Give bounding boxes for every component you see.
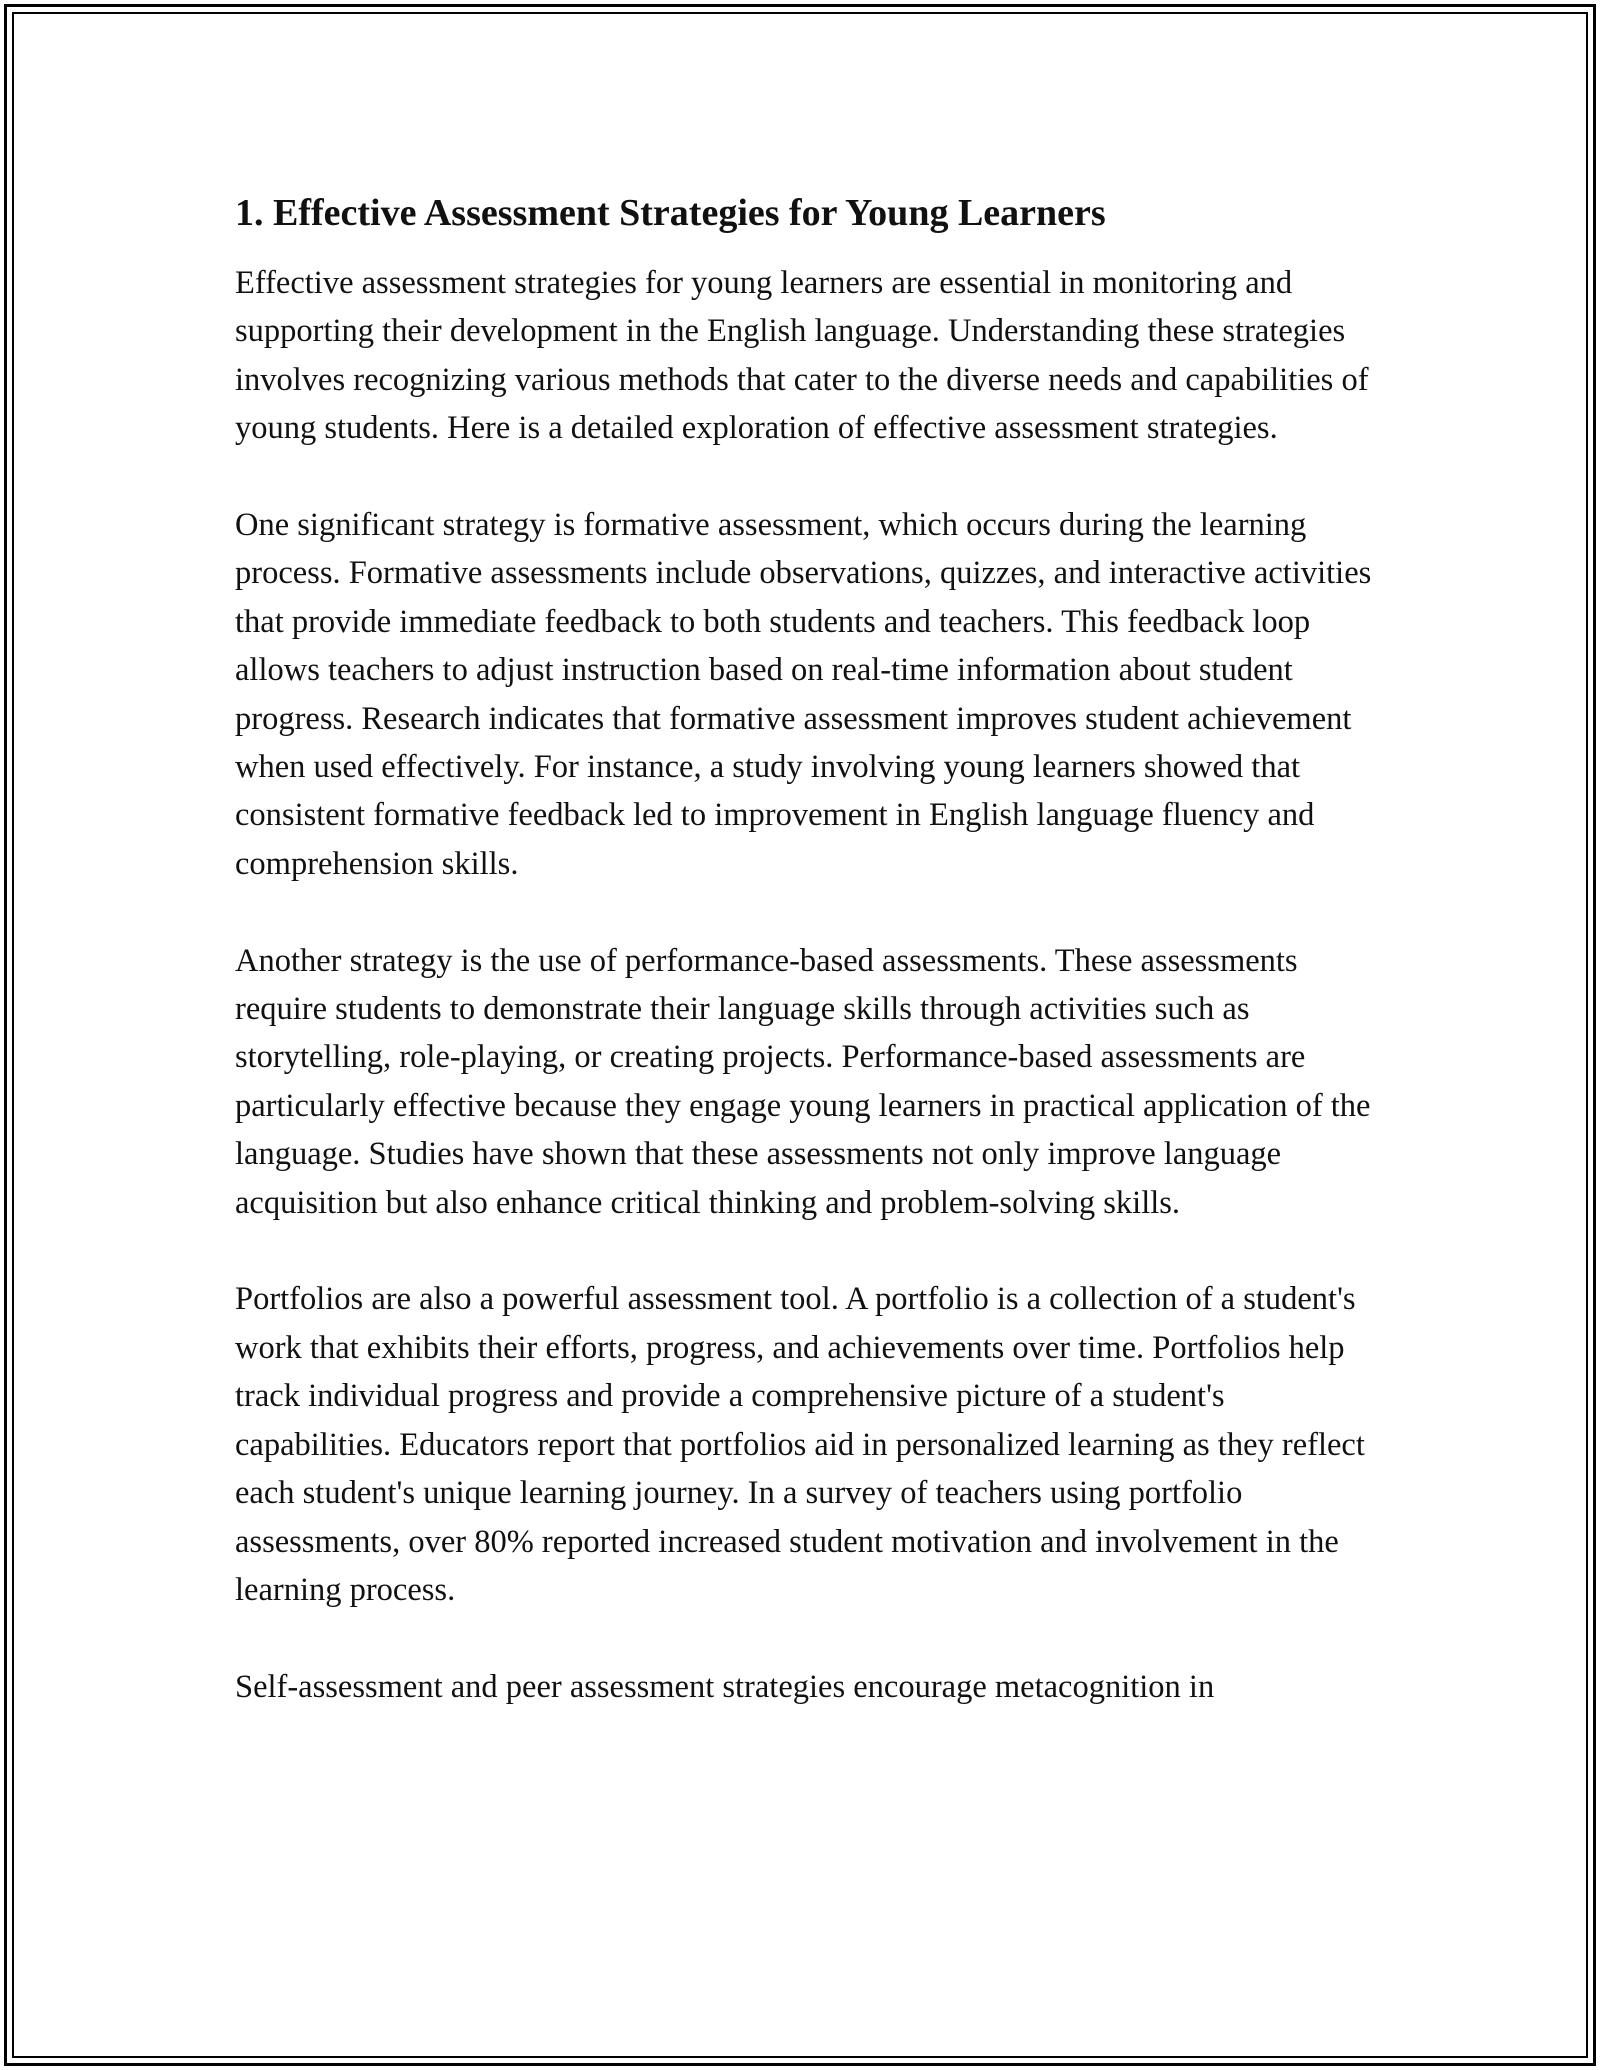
paragraph-formative-assessment: One significant strategy is formative assessment, which occurs during the learning process. Formative assessments include observations, quizzes, and interactive activities that provide immediate feedback to both students and teachers. This feedback loop allows teachers to adjust instruction based on real-time information about student progress. Research indicates that formative assessment improves student achievement when used effectively. For instance, a study involving young learners showed that consistent formative feedback led to improvement in English language fluency and comprehension skills. — [235, 507, 1372, 882]
document-body — [235, 185, 1385, 1760]
paragraph-self-peer-assessment: Self-assessment and peer assessment strategies encourage metacognition in — [235, 1668, 1215, 1705]
section-heading: 1. Effective Assessment Strategies for Young Learners — [235, 192, 1106, 234]
paragraph-portfolios: Portfolios are also a powerful assessment tool. A portfolio is a collection of a student's work that exhibits their efforts, progress, and achievements over time. Portfolios help track individual progress and provide a comprehensive picture of a student's capabilities. Educators report that portfolios aid in personalized learning as they reflect each student's unique learning journey. In a survey of teachers using portfolio assessments, over 80% reported increased student motivation and involvement in the learning process. — [235, 1281, 1365, 1608]
paragraph-performance-based-assessment: Another strategy is the use of performance-based assessments. These assessments require students to demonstrate their language skills through activities such as storytelling, role-playing, or creating projects. Performance-based assessments are particularly effective because they engage young learners in practical application of the language. Studies have shown that these assessments not only improve language acquisition but also enhance critical thinking and problem-solving skills. — [235, 942, 1371, 1221]
paragraph-intro: Effective assessment strategies for young learners are essential in monitoring and supporting their development in the English language. Understanding these strategies involves recognizing various methods that cater to the diverse needs and capabilities of young students. Here is a detailed exploration of effective assessment strategies. — [235, 265, 1369, 447]
